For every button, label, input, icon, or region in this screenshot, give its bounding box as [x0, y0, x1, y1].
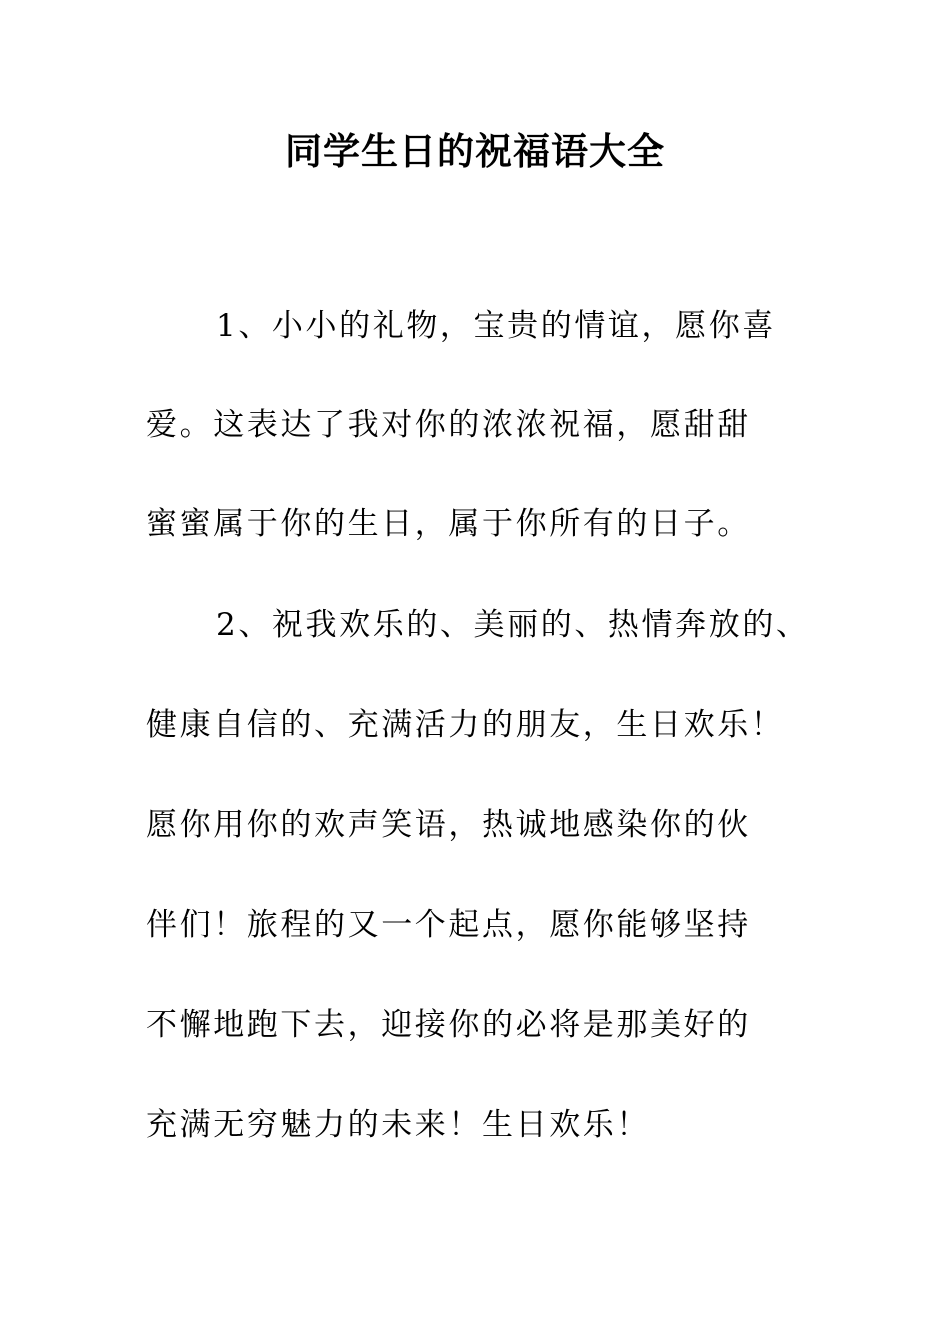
paragraph-1-line-1: 1、小小的礼物，宝贵的情谊，愿你喜: [216, 308, 776, 344]
document-title: 同学生日的祝福语大全: [285, 130, 665, 173]
paragraph-2-line-6: 充满无穷魅力的未来！生日欢乐！: [146, 1107, 650, 1143]
paragraph-2-line-1: 2、祝我欢乐的、美丽的、热情奔放的、: [216, 607, 810, 643]
paragraph-2-line-4: 伴们！旅程的又一个起点，愿你能够坚持: [146, 907, 751, 943]
paragraph-2-line-5: 不懈地跑下去，迎接你的必将是那美好的: [146, 1007, 751, 1043]
paragraph-1-line-2: 爱。这表达了我对你的浓浓祝福，愿甜甜: [146, 407, 751, 443]
paragraph-1-line-3: 蜜蜜属于你的生日，属于你所有的日子。: [146, 506, 751, 542]
paragraph-2-line-2: 健康自信的、充满活力的朋友，生日欢乐！: [146, 707, 785, 743]
paragraph-2-line-3: 愿你用你的欢声笑语，热诚地感染你的伙: [146, 807, 751, 843]
